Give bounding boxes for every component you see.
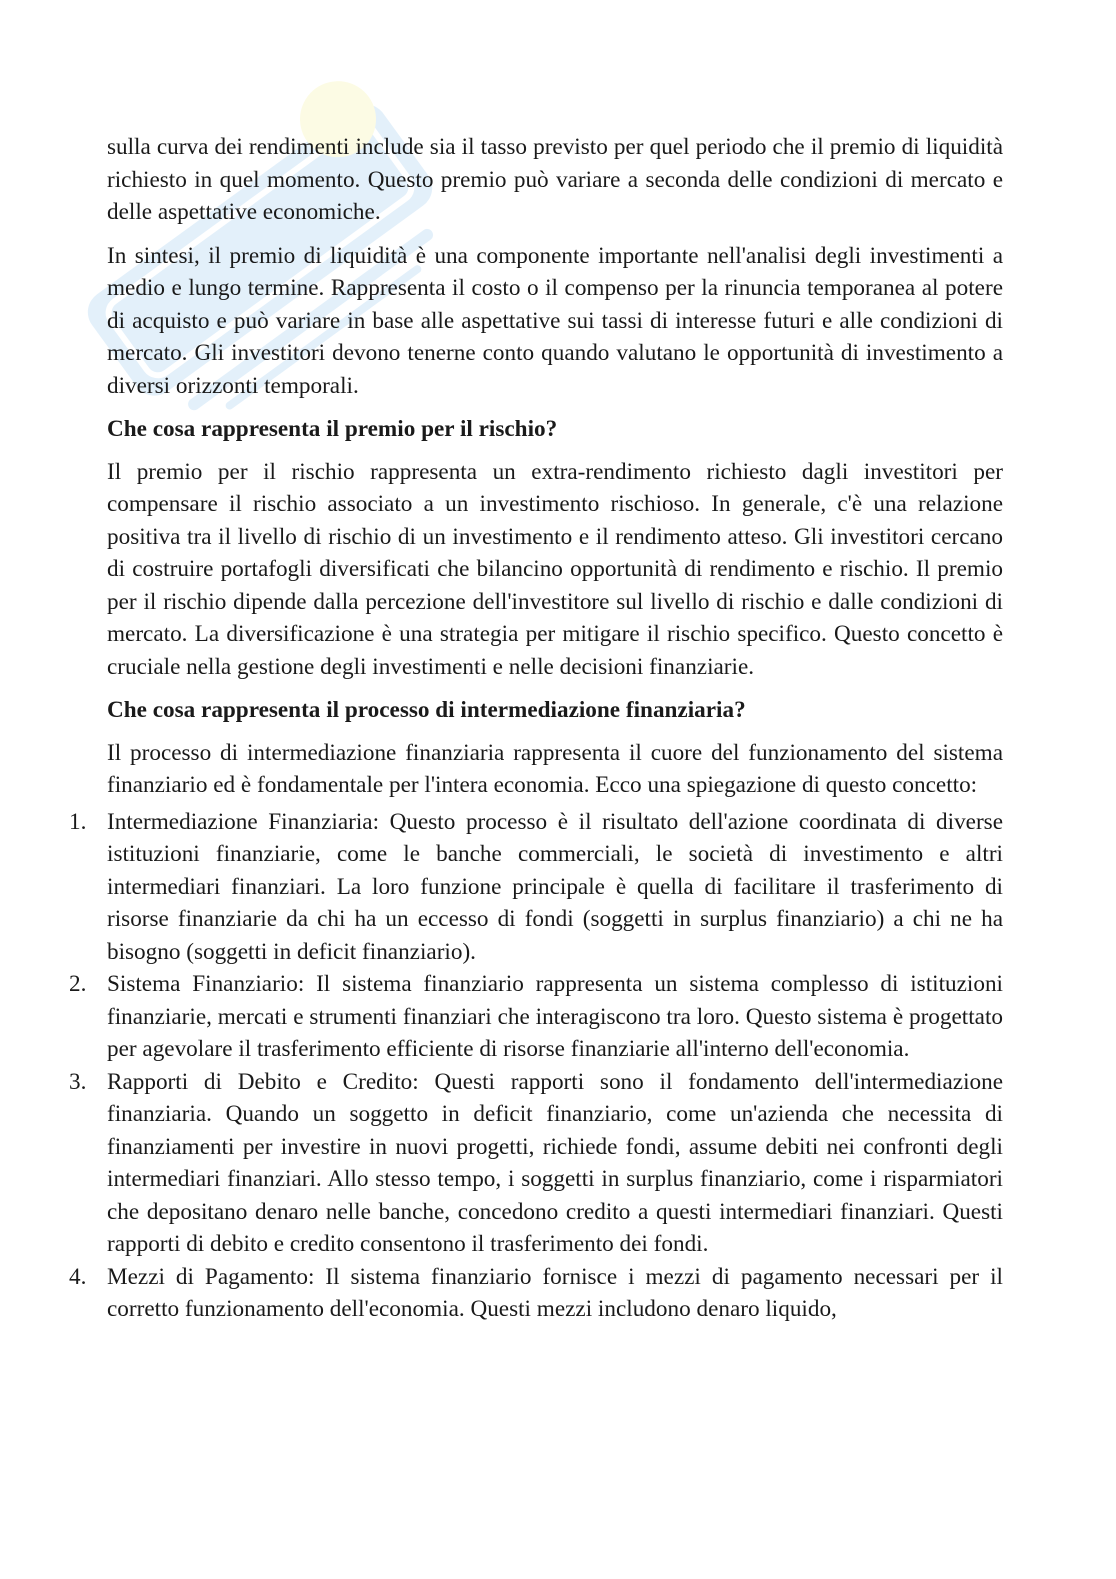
- list-item-text: Intermediazione Finanziaria: Questo processo è il risultato dell'azione coordinata di diverse istituzioni finanziarie, come le banche commerciali, le società di investimento e altri intermediari finanziari. La loro funzione principale è quella di facilitare il trasferimento di risorse finanziarie da chi ha un eccesso di fondi (soggetti in surplus finanziario) a chi ne ha bisogno (soggetti in deficit finanziario).: [107, 808, 1003, 965]
- list-item-number: 1.: [69, 808, 87, 835]
- heading-financial-intermediation: Che cosa rappresenta il processo di intermediazione finanziaria?: [107, 697, 746, 723]
- list-item: [69, 1066, 1003, 1261]
- list-item-number: 3.: [69, 1068, 87, 1095]
- list-item: [69, 1261, 1003, 1326]
- list-item: [69, 968, 1003, 1066]
- intermediation-list: [69, 806, 1003, 1326]
- document-body: [69, 131, 1003, 1326]
- heading-risk-premium: Che cosa rappresenta il premio per il rischio?: [107, 416, 558, 442]
- paragraph-liquidity-summary: In sintesi, il premio di liquidità è una componente importante nell'analisi degli investimenti a medio e lungo termine. Rappresenta il costo o il compenso per la rinuncia temporanea al potere di acquisto e può variare in base alle aspettative sui tassi di interesse futuri e alle condizioni di mercato. Gli investitori devono tenerne conto quando valutano le opportunità di investimento a diversi orizzonti temporali.: [107, 242, 1003, 399]
- list-item-text: Mezzi di Pagamento: Il sistema finanziario fornisce i mezzi di pagamento necessari per il corretto funzionamento dell'economia. Questi mezzi includono denaro liquido,: [107, 1263, 1003, 1322]
- list-item-number: 2.: [69, 971, 87, 997]
- list-item: [69, 806, 1003, 969]
- paragraph-financial-intermediation: Il processo di intermediazione finanziaria rappresenta il cuore del funzionamento del sistema finanziario ed è fondamentale per l'intera economia. Ecco una spiegazione di questo concetto:: [107, 739, 1003, 798]
- list-item-text: Sistema Finanziario: Il sistema finanziario rappresenta un sistema complesso di istituzioni finanziarie, mercati e strumenti finanziari che interagiscono tra loro. Questo sistema è progettato per agevolare il trasferimento efficiente di risorse finanziarie all'interno dell'economia.: [107, 971, 1003, 1062]
- paragraph-risk-premium: Il premio per il rischio rappresenta un extra-rendimento richiesto dagli investitori per compensare il rischio associato a un investimento rischioso. In generale, c'è una relazione positiva tra il livello di rischio di un investimento e il rendimento atteso. Gli investitori cercano di costruire portafogli diversificati che bilancino opportunità di rendimento e rischio. Il premio per il rischio dipende dalla percezione dell'investitore sul livello di rischio e dalle condizioni di mercato. La diversificazione è una strategia per mitigare il rischio specifico. Questo concetto è cruciale nella gestione degli investimenti e nelle decisioni finanziarie.: [107, 458, 1003, 680]
- list-item-number: 4.: [69, 1263, 87, 1290]
- paragraph-liquidity-curve: sulla curva dei rendimenti include sia il tasso previsto per quel periodo che il premio di liquidità richiesto in quel momento. Questo premio può variare a seconda delle condizioni di mercato e delle aspettative economiche.: [107, 134, 1003, 225]
- list-item-text: Rapporti di Debito e Credito: Questi rapporti sono il fondamento dell'intermediazione finanziaria. Quando un soggetto in deficit finanziario, come un'azienda che necessita di finanziamenti per investire in nuovi progetti, richiede fondi, assume debiti nei confronti degli intermediari finanziari. Allo stesso tempo, i soggetti in surplus finanziario, come i risparmiatori che depositano denaro nelle banche, concedono credito a questi intermediari finanziari. Questi rapporti di debito e credito consentono il trasferimento dei fondi.: [107, 1068, 1003, 1257]
